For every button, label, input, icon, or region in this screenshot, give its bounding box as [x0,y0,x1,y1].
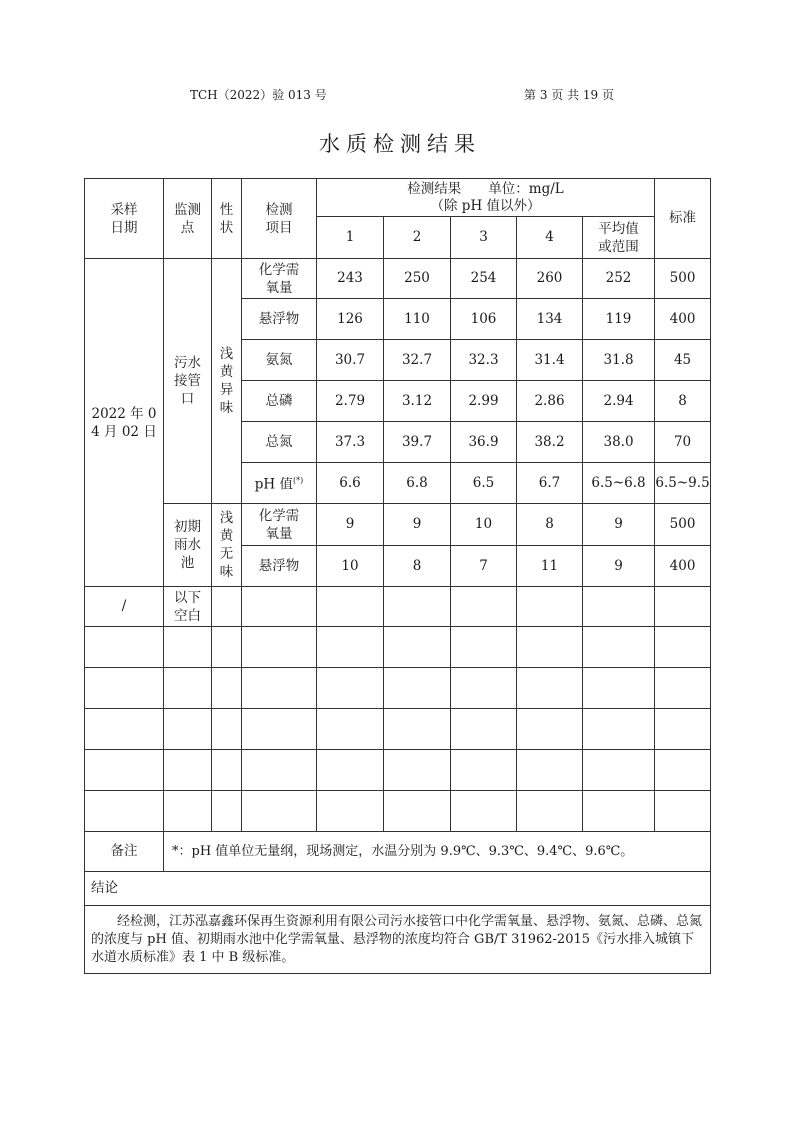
nature-rainwater-pool: 浅黄无味 [212,504,242,587]
header-col-3: 3 [451,217,517,259]
value-cell: 39.7 [384,422,451,463]
value-cell: 32.3 [451,340,517,381]
value-cell: 30.7 [317,340,384,381]
value-cell: 32.7 [384,340,451,381]
header-col-2: 2 [384,217,451,259]
value-cell: 243 [317,259,384,299]
table-row [85,791,711,832]
value-cell: 6.6 [317,463,384,504]
value-cell: 11 [517,546,583,587]
header-col-4: 4 [517,217,583,259]
header-results [317,179,655,217]
value-cell: 2.86 [517,381,583,422]
results-table [84,178,711,974]
standard-cell: 500 [655,504,711,546]
table-row [85,259,711,299]
header-monitoring-point: 监测点 [164,179,212,259]
table-row [85,668,711,709]
conclusion-row [85,906,711,974]
header-results-unit: 检测结果 单位：mg/L [407,180,564,197]
standard-cell: 70 [655,422,711,463]
table-row [85,627,711,668]
average-cell: 119 [583,299,655,340]
blank-date: / [85,587,164,627]
notes-row [85,832,711,872]
item-cell: 化学需氧量 [242,259,317,299]
item-cell: 总磷 [242,381,317,422]
conclusion-label-row [85,872,711,906]
value-cell: 260 [517,259,583,299]
value-cell: 7 [451,546,517,587]
average-cell: 2.94 [583,381,655,422]
value-cell: 6.5 [451,463,517,504]
value-cell: 2.79 [317,381,384,422]
header-nature: 性状 [212,179,242,259]
header-test-item: 检测项目 [242,179,317,259]
table-row [85,750,711,791]
value-cell: 126 [317,299,384,340]
standard-cell: 400 [655,546,711,587]
header-average: 平均值或范围 [583,217,655,259]
header-results-note: （除 pH 值以外） [430,197,541,214]
header-sampling-date: 采样日期 [85,179,164,259]
value-cell: 31.4 [517,340,583,381]
item-cell: 悬浮物 [242,299,317,340]
report-number: TCH（2022）验 013 号 [190,88,327,102]
blank-marker: 以下空白 [164,587,212,627]
value-cell: 38.2 [517,422,583,463]
standard-cell: 6.5~9.5 [655,463,711,504]
table-row [85,504,711,546]
average-cell: 252 [583,259,655,299]
average-cell: 6.5~6.8 [583,463,655,504]
item-cell: pH 值(*) [242,463,317,504]
nature-sewage-outlet: 浅黄异味 [212,259,242,504]
average-cell: 38.0 [583,422,655,463]
value-cell: 37.3 [317,422,384,463]
average-cell: 9 [583,546,655,587]
standard-cell: 45 [655,340,711,381]
point-rainwater-pool: 初期雨水池 [164,504,212,587]
page-indicator: 第 3 页 共 19 页 [524,88,614,102]
value-cell: 254 [451,259,517,299]
item-cell: 悬浮物 [242,546,317,587]
table-row [85,587,711,627]
value-cell: 9 [384,504,451,546]
standard-cell: 8 [655,381,711,422]
table-row [85,709,711,750]
header-standard: 标准 [655,179,711,259]
standard-cell: 400 [655,299,711,340]
item-cell: 化学需氧量 [242,504,317,546]
item-cell: 氨氮 [242,340,317,381]
value-cell: 110 [384,299,451,340]
average-cell: 9 [583,504,655,546]
conclusion-label: 结论 [85,872,711,906]
value-cell: 250 [384,259,451,299]
item-cell: 总氮 [242,422,317,463]
value-cell: 8 [384,546,451,587]
page-title: 水质检测结果 [319,132,481,156]
header-col-1: 1 [317,217,384,259]
value-cell: 3.12 [384,381,451,422]
conclusion-text: 经检测，江苏泓嘉鑫环保再生资源利用有限公司污水接管口中化学需氧量、悬浮物、氨氮、总磷、总氮的浓度与 pH 值、初期雨水池中化学需氧量、悬浮物的浓度均符合 GB/T 31962-2015《污水排入城镇下水道水质标准》表 1 中 B 级标准。 [85,906,711,974]
value-cell: 36.9 [451,422,517,463]
standard-cell: 500 [655,259,711,299]
value-cell: 134 [517,299,583,340]
value-cell: 6.8 [384,463,451,504]
value-cell: 2.99 [451,381,517,422]
average-cell: 31.8 [583,340,655,381]
value-cell: 106 [451,299,517,340]
value-cell: 10 [317,546,384,587]
value-cell: 8 [517,504,583,546]
value-cell: 6.7 [517,463,583,504]
point-sewage-outlet: 污水接管口 [164,259,212,504]
notes-label: 备注 [85,832,164,872]
value-cell: 9 [317,504,384,546]
notes-text: *：pH 值单位无量纲，现场测定，水温分别为 9.9℃、9.3℃、9.4℃、9.6℃。 [164,832,711,872]
value-cell: 10 [451,504,517,546]
sampling-date: 2022 年 04 月 02 日 [85,259,164,587]
